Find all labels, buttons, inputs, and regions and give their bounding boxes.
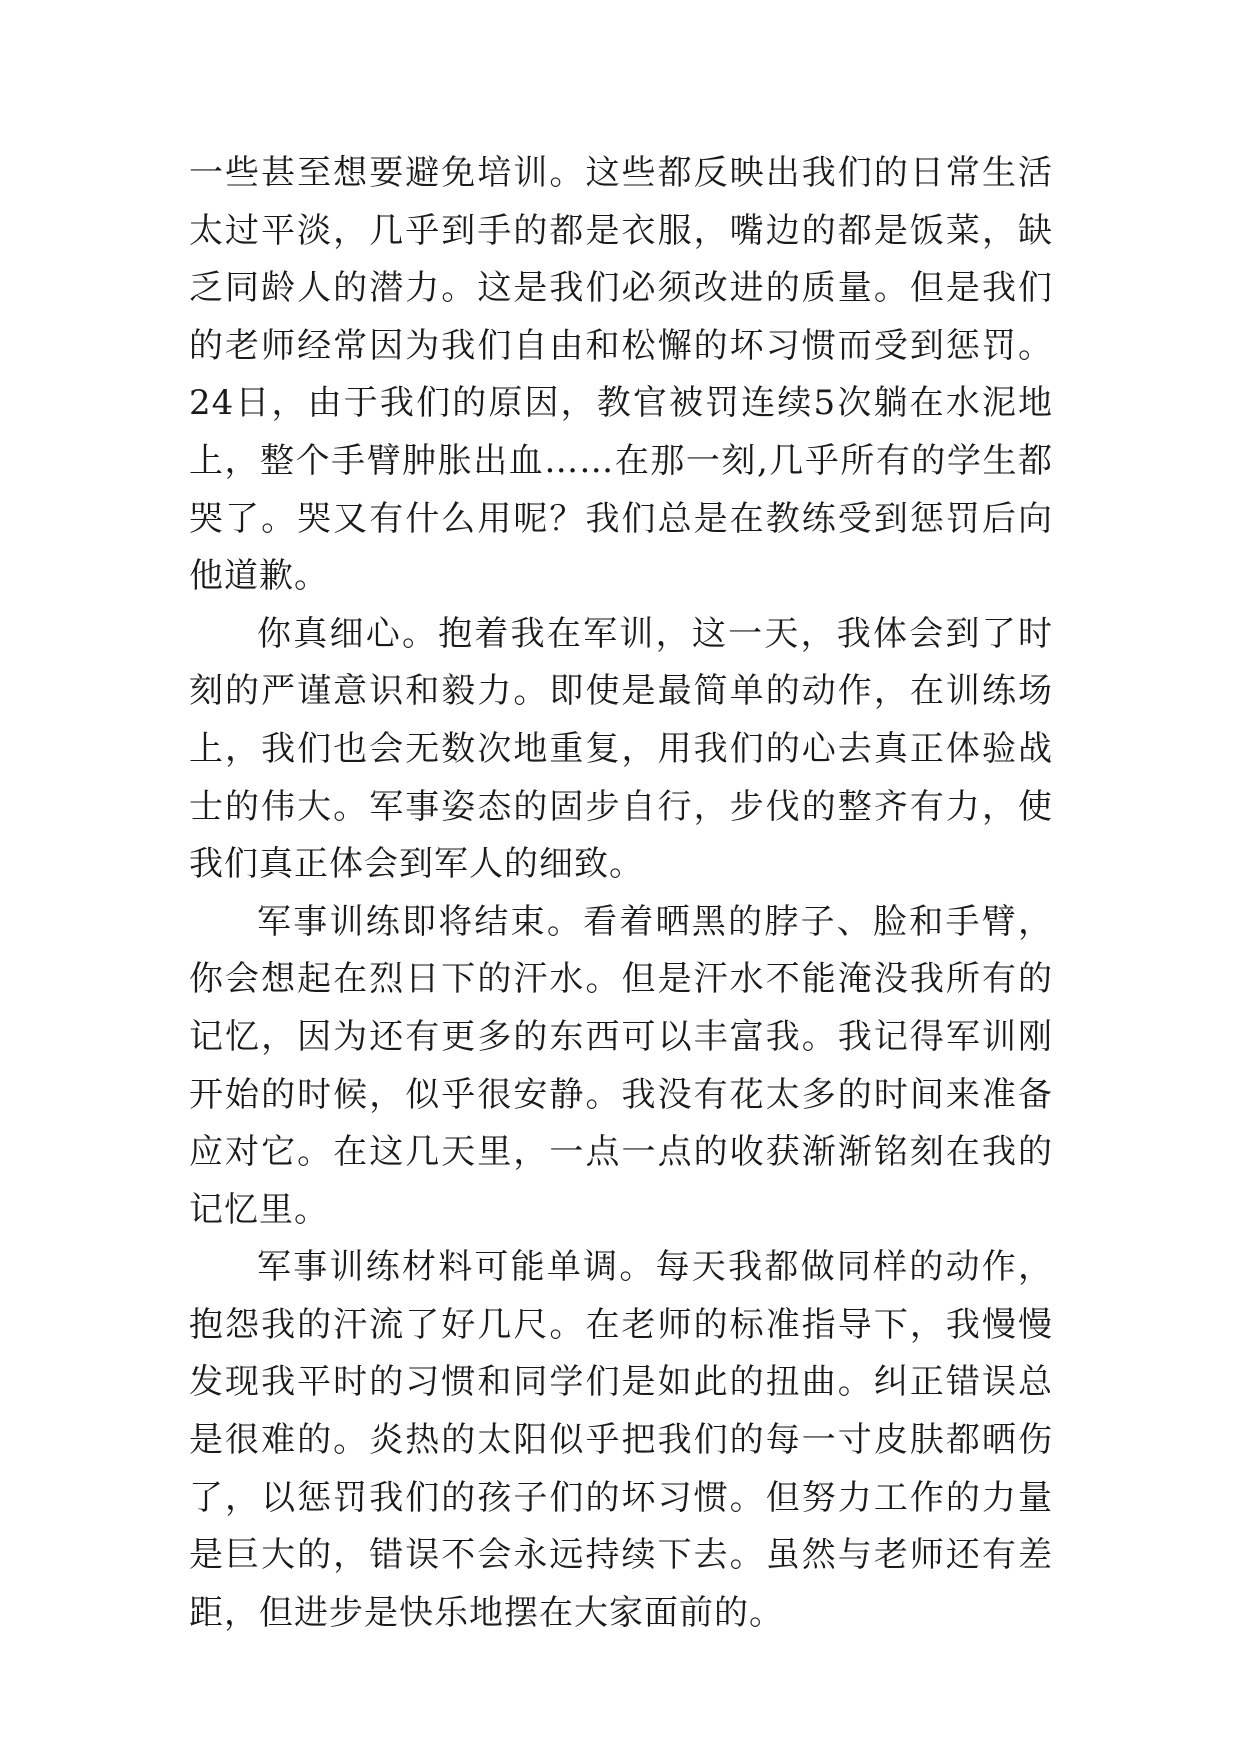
paragraph: 你真细心。抱着我在军训，这一天，我体会到了时刻的严谨意识和毅力。即使是最简单的动作，在训练场上，我们也会无数次地重复，用我们的心去真正体验战士的伟大。军事姿态的固步自行，步伐的整齐有力，使我们真正体会到军人的细致。: [189, 613, 1053, 885]
paragraph: 军事训练材料可能单调。每天我都做同样的动作，抱怨我的汗流了好几尺。在老师的标准指导下，我慢慢发现我平时的习惯和同学们是如此的扭曲。纠正错误总是很难的。炎热的太阳似乎把我们的每一寸皮肤都晒伤了，以惩罚我们的孩子们的坏习惯。但努力工作的力量是巨大的，错误不会永远持续下去。虽然与老师还有差距，但进步是快乐地摆在大家面前的。: [189, 1247, 1053, 1633]
body-text: [189, 145, 1053, 1642]
paragraph-continued: 一些甚至想要避免培训。这些都反映出我们的日常生活太过平淡，几乎到手的都是衣服，嘴边的都是饭菜，缺乏同龄人的潜力。这是我们必须改进的质量。但是我们的老师经常因为我们自由和松懈的坏习惯而受到惩罚。24日，由于我们的原因，教官被罚连续5次躺在水泥地上，整个手臂肿胀出血……在那一刻,几乎所有的学生都哭了。哭又有什么用呢？我们总是在教练受到惩罚后向他道歉。: [189, 153, 1053, 597]
paragraph: 军事训练即将结束。看着晒黑的脖子、脸和手臂，你会想起在烈日下的汗水。但是汗水不能淹没我所有的记忆，因为还有更多的东西可以丰富我。我记得军训刚开始的时候，似乎很安静。我没有花太多的时间来准备应对它。在这几天里，一点一点的收获渐渐铭刻在我的记忆里。: [189, 901, 1053, 1230]
